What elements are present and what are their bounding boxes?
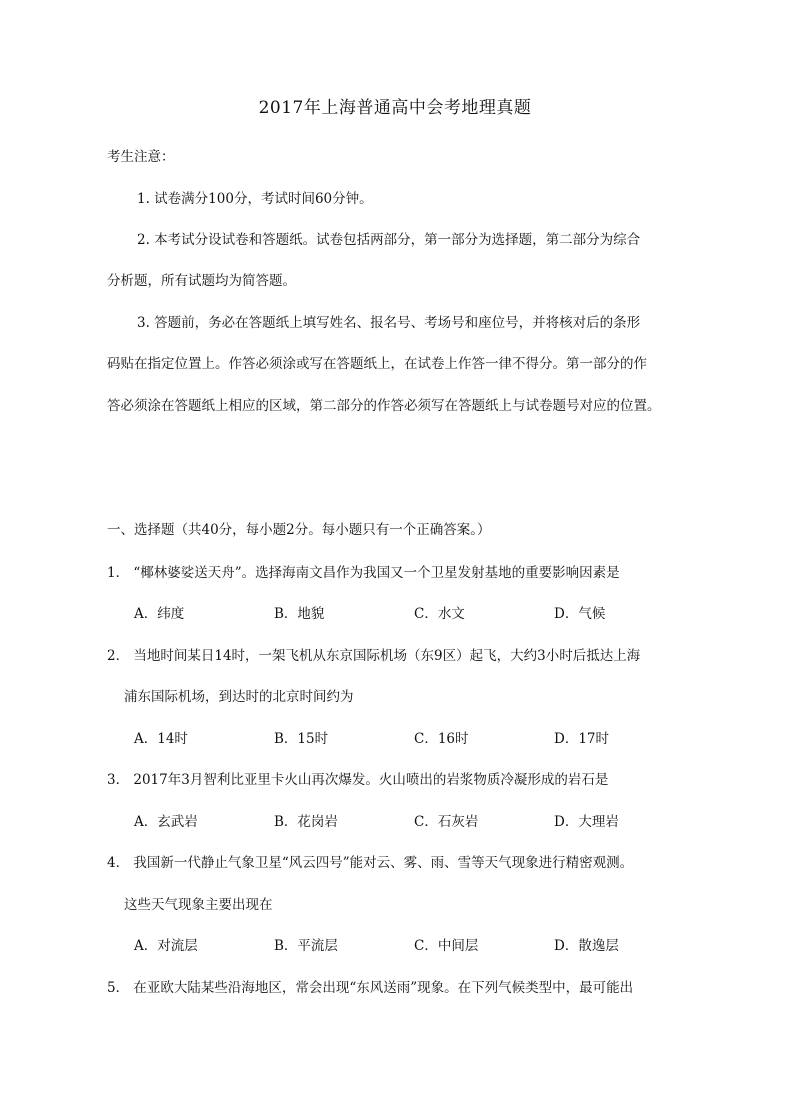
question-3-option-b: B．花岗岩	[274, 814, 338, 830]
question-1-option-c: C．水文	[414, 606, 465, 622]
page-title: 2017年上海普通高中会考地理真题	[258, 98, 532, 118]
question-2-option-a: A．14时	[134, 731, 188, 747]
question-4-option-a: A．对流层	[134, 938, 198, 954]
notice-item-3-line-2: 码贴在指定位置上。作答必须涂或写在答题纸上，在试卷上作答一律不得分。第一部分的作	[107, 356, 647, 372]
question-1-option-d: D．气候	[554, 606, 606, 622]
question-3-option-c: C．石灰岩	[414, 814, 479, 830]
question-2-stem-line-1: 2． 当地时间某日14时，一架飞机从东京国际机场（东9区）起飞，大约3小时后抵达上海	[107, 648, 641, 664]
question-2-option-b: B．15时	[274, 731, 329, 747]
question-3-stem: 3． 2017年3月智利比亚里卡火山再次爆发。火山喷出的岩浆物质冷凝形成的岩石是	[107, 772, 609, 788]
question-4-option-c: C．中间层	[414, 938, 479, 954]
question-1-option-a: A．纬度	[134, 606, 185, 622]
question-3-option-d: D．大理岩	[554, 814, 619, 830]
question-4-option-d: D．散逸层	[554, 938, 619, 954]
question-4-stem-line-2: 这些天气现象主要出现在	[124, 897, 273, 913]
question-1-stem: 1． “椰林婆娑送天舟”。选择海南文昌作为我国又一个卫星发射基地的重要影响因素是	[107, 565, 620, 581]
notice-heading: 考生注意：	[107, 149, 175, 165]
question-2-option-d: D．17时	[554, 731, 610, 747]
question-2-option-c: C．16时	[414, 731, 469, 747]
notice-item-2-line-1: 2. 本考试分设试卷和答题纸。试卷包括两部分，第一部分为选择题，第二部分为综合	[137, 232, 641, 248]
question-4-option-b: B．平流层	[274, 938, 338, 954]
question-4-stem-line-1: 4． 我国新一代静止气象卫星“风云四号”能对云、雾、雨、雪等天气现象进行精密观测。	[107, 855, 634, 871]
question-3-option-a: A．玄武岩	[134, 814, 198, 830]
question-2-stem-line-2: 浦东国际机场，到达时的北京时间约为	[124, 689, 354, 705]
notice-item-3-line-1: 3. 答题前，务必在答题纸上填写姓名、报名号、考场号和座位号，并将核对后的条形	[137, 315, 641, 331]
notice-item-2-line-2: 分析题，所有试题均为简答题。	[107, 273, 296, 289]
notice-item-3-line-3: 答必须涂在答题纸上相应的区域，第二部分的作答必须写在答题纸上与试卷题号对应的位置。	[107, 398, 661, 414]
section-heading: 一、选择题（共40分，每小题2分。每小题只有一个正确答案。）	[107, 522, 491, 538]
notice-item-1: 1. 试卷满分100分，考试时间60分钟。	[137, 191, 373, 207]
question-1-option-b: B．地貌	[274, 606, 325, 622]
question-5-stem-line-1: 5． 在亚欧大陆某些沿海地区，常会出现“东风送雨”现象。在下列气候类型中，最可能出	[107, 980, 634, 996]
